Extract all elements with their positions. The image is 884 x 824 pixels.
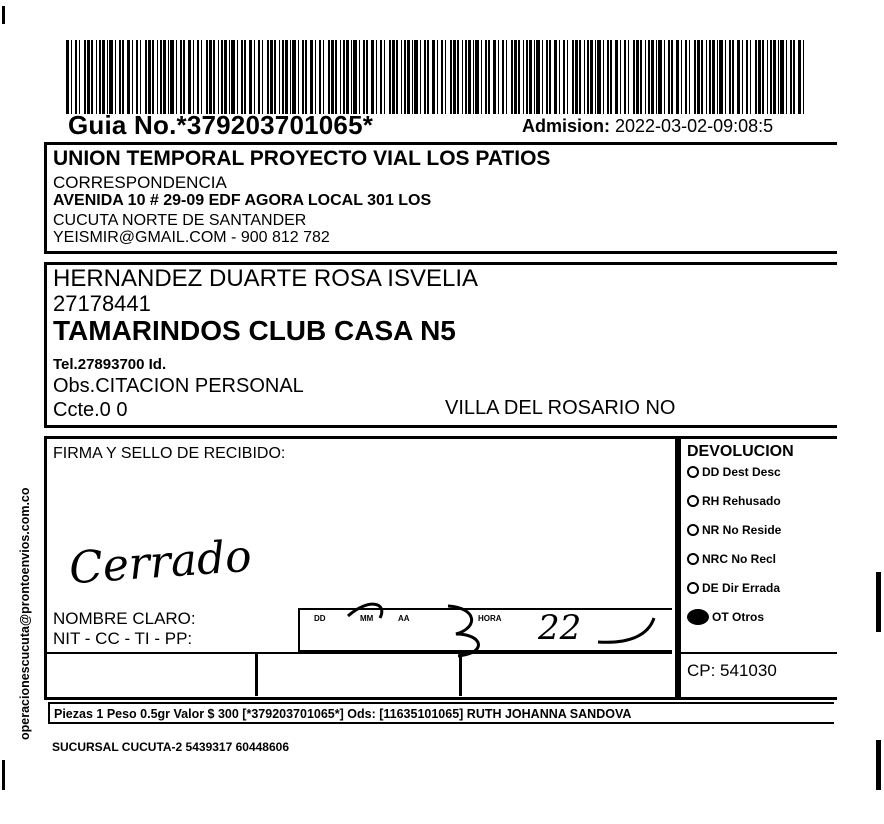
date-dd-label: DD: [314, 614, 326, 623]
admision-value: 2022-03-02-09:08:5: [615, 116, 774, 136]
sender-city: CUCUTA NORTE DE SANTANDER: [53, 212, 307, 229]
signature-box: [44, 436, 678, 700]
nombre-claro-label: NOMBRE CLARO:: [53, 609, 196, 628]
option-label: RH Rehusado: [702, 494, 781, 508]
recipient-city: VILLA DEL ROSARIO NO: [445, 397, 676, 419]
edge-mark: [876, 740, 881, 790]
devolucion-box: [678, 436, 837, 700]
admision-label: Admision:: [522, 116, 610, 136]
sender-box: [44, 142, 837, 254]
recipient-ccte: Ccte.0 0: [53, 399, 128, 421]
date-mm-label: MM: [360, 614, 374, 623]
edge-mark: [2, 760, 5, 790]
option-ot[interactable]: [687, 609, 764, 625]
date-aa-label: AA: [398, 614, 410, 623]
radio-circle-icon: [687, 495, 699, 507]
hora-label: HORA: [478, 614, 502, 623]
edge-mark: [2, 6, 5, 24]
radio-circle-icon: [687, 582, 699, 594]
radio-circle-icon: [687, 553, 699, 565]
option-nrc[interactable]: [687, 552, 776, 566]
devolucion-title: DEVOLUCION: [687, 443, 794, 460]
radio-circle-icon: [687, 524, 699, 536]
handwritten-strokes: [328, 598, 658, 658]
recipient-box: [44, 262, 837, 428]
recipient-id: 27178441: [53, 291, 151, 316]
recipient-name: HERNANDEZ DUARTE ROSA ISVELIA: [53, 265, 478, 292]
option-rh[interactable]: [687, 494, 781, 508]
option-nr[interactable]: [687, 523, 781, 537]
option-dd[interactable]: [687, 465, 781, 479]
recipient-address: TAMARINDOS CLUB CASA N5: [53, 315, 456, 346]
radio-checked-icon: [687, 609, 709, 625]
guia-value: *379203701065*: [176, 110, 374, 140]
sender-contact: YEISMIR@GMAIL.COM - 900 812 782: [53, 229, 330, 246]
hora-handwritten: 22: [538, 608, 582, 648]
guia-number: [68, 110, 373, 141]
barcode: [66, 40, 804, 114]
sucursal-line: SUCURSAL CUCUTA-2 5439317 60448606: [52, 740, 289, 754]
recipient-tel: Tel.27893700 Id.: [53, 356, 167, 373]
option-label: NRC No Recl: [702, 552, 777, 566]
option-label: OT Otros: [712, 610, 765, 624]
sender-name: UNION TEMPORAL PROYECTO VIAL LOS PATIOS: [53, 147, 551, 170]
nit-label: NIT - CC - TI - PP:: [53, 629, 193, 648]
sender-address: AVENIDA 10 # 29-09 EDF AGORA LOCAL 301 LOS: [53, 192, 432, 209]
postal-code: CP: 541030: [687, 661, 777, 680]
bottom-cells: [47, 652, 672, 696]
guia-label: Guia No.: [68, 110, 177, 140]
recipient-obs: Obs.CITACION PERSONAL: [53, 375, 304, 397]
date-time-box: [298, 608, 672, 652]
firma-label: FIRMA Y SELLO DE RECIBIDO:: [53, 445, 286, 462]
option-label: DE Dir Errada: [702, 581, 781, 595]
option-label: NR No Reside: [702, 523, 782, 537]
handwritten-cerrado: Cerrado: [67, 530, 254, 595]
admision: [522, 116, 773, 137]
radio-circle-icon: [687, 466, 699, 478]
option-de[interactable]: [687, 581, 780, 595]
sender-dept: CORRESPONDENCIA: [53, 173, 227, 192]
barcode-bar: [803, 40, 804, 114]
option-label: DD Dest Desc: [702, 465, 781, 479]
edge-mark: [876, 572, 881, 632]
piezas-line: Piezas 1 Peso 0.5gr Valor $ 300 [*379203701065*] Ods: [11635101065] RUTH JOHANNA SANDOVA: [48, 702, 834, 724]
vertical-email: operacionescucuta@prontoenvios.com.co: [18, 487, 32, 740]
